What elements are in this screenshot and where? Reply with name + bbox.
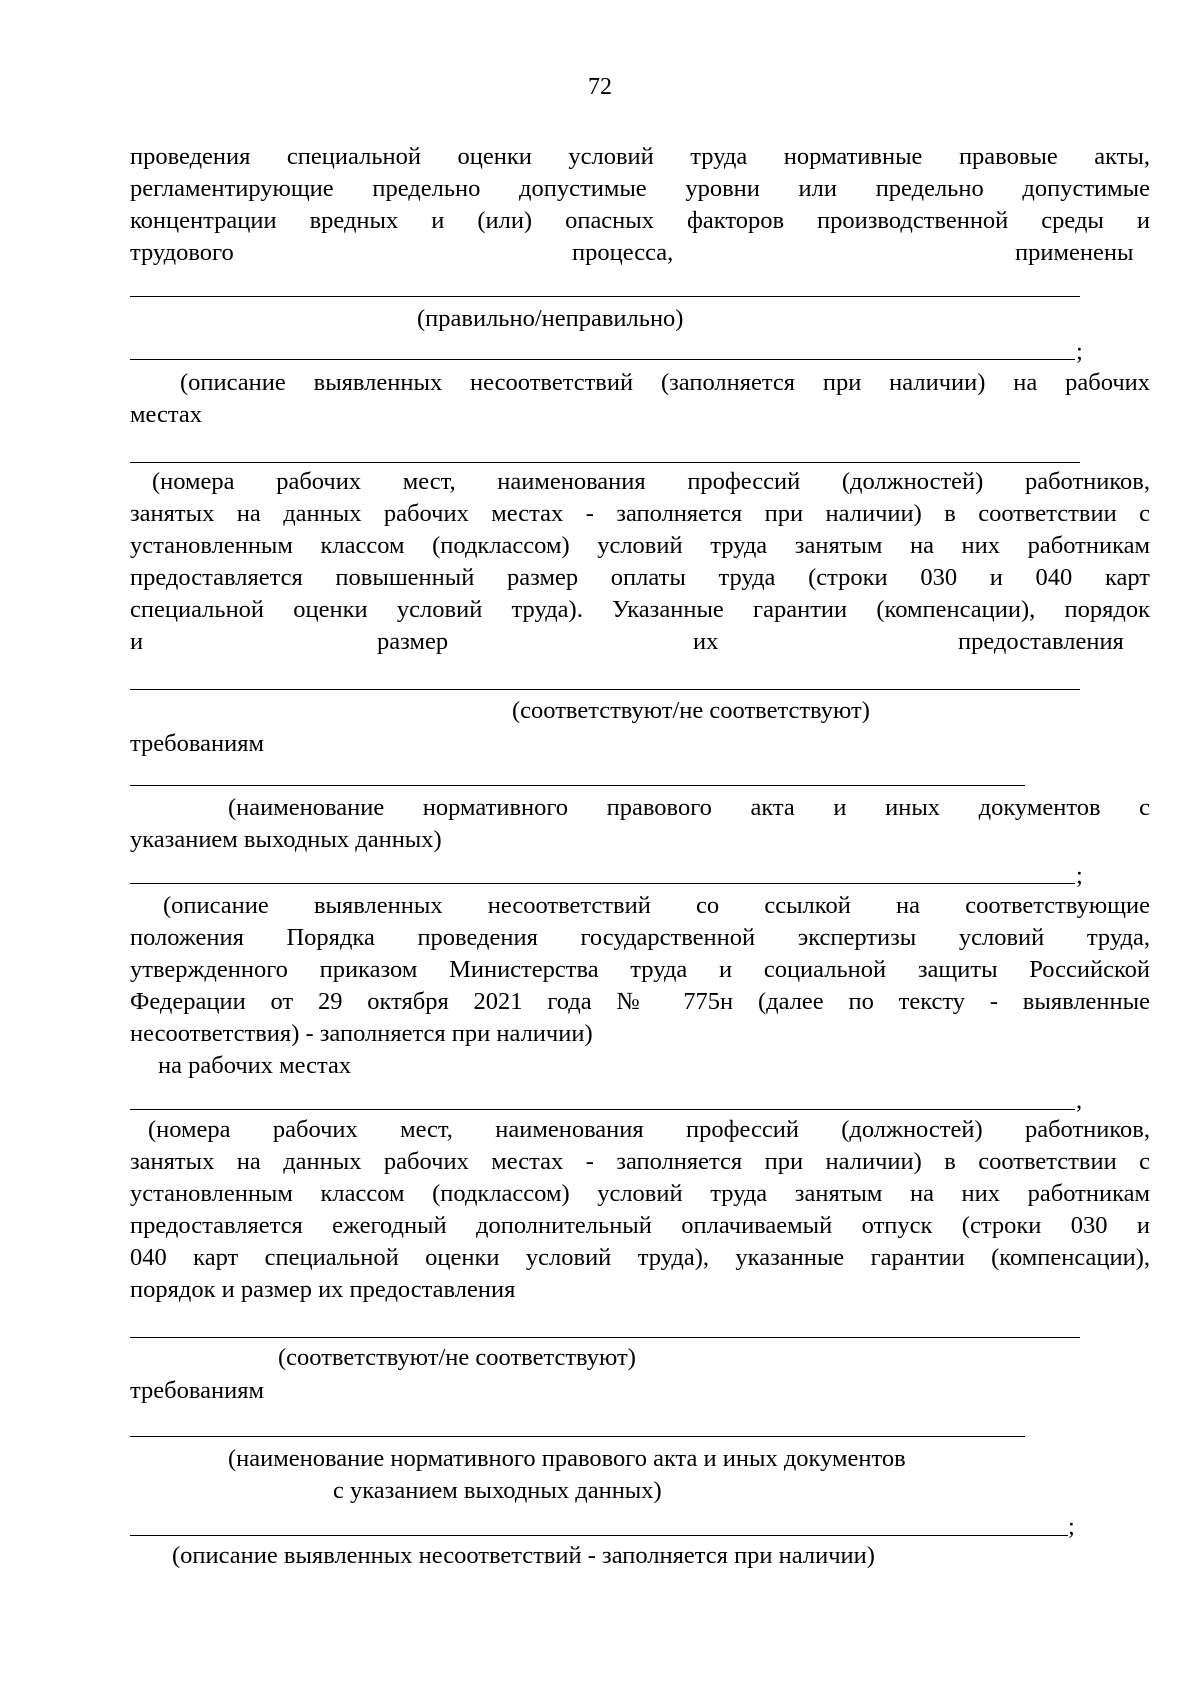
paragraph-line: (номера рабочих мест, наименования профессий (должностей) работников, — [152, 468, 1150, 495]
punctuation: , — [1076, 1087, 1083, 1114]
page-number: 72 — [588, 74, 612, 100]
paragraph-line: установленным классом (подклассом) условий труда занятым на них работникам — [130, 532, 1150, 559]
blank-line — [130, 883, 1075, 884]
paragraph-word: требованиям — [130, 1377, 264, 1404]
paragraph-line: предоставляется ежегодный дополнительный оплачиваемый отпуск (строки 030 и — [130, 1212, 1150, 1239]
paragraph-line: (номера рабочих мест, наименования профессий (должностей) работников, — [148, 1116, 1150, 1143]
paragraph-line: проведения специальной оценки условий труда нормативные правовые акты, — [130, 143, 1150, 170]
paragraph-line: утвержденного приказом Министерства труда и социальной защиты Российской — [130, 956, 1150, 983]
paragraph-line: Федерации от 29 октября 2021 года № 775н (далее по тексту - выявленные — [130, 988, 1150, 1015]
field-caption: (наименование нормативного правового акта и иных документов с — [228, 794, 1150, 821]
field-caption: (соответствуют/не соответствуют) — [512, 697, 870, 724]
blank-line — [130, 1436, 1025, 1437]
paragraph-line: (описание выявленных несоответствий со ссылкой на соответствующие — [163, 892, 1150, 919]
field-caption: (описание выявленных несоответствий (заполняется при наличии) на рабочих — [180, 369, 1150, 396]
paragraph-line: установленным классом (подклассом) условий труда занятым на них работникам — [130, 1180, 1150, 1207]
paragraph-line: специальной оценки условий труда). Указанные гарантии (компенсации), порядок — [130, 596, 1150, 623]
blank-line — [130, 689, 1080, 690]
paragraph-line: несоответствия) - заполняется при наличии) — [130, 1020, 593, 1047]
paragraph-word: процесса, — [572, 239, 674, 266]
field-caption: (описание выявленных несоответствий - заполняется при наличии) — [172, 1542, 875, 1569]
paragraph-word: трудового — [130, 239, 234, 266]
paragraph-line: концентрации вредных и (или) опасных факторов производственной среды и — [130, 207, 1150, 234]
blank-line — [130, 1109, 1075, 1110]
field-caption: с указанием выходных данных) — [333, 1477, 662, 1504]
paragraph-line: 040 карт специальной оценки условий труда), указанные гарантии (компенсации), — [130, 1244, 1150, 1271]
paragraph-line: положения Порядка проведения государственной экспертизы условий труда, — [130, 924, 1150, 951]
paragraph-word: местах — [130, 401, 202, 428]
blank-line — [130, 1535, 1068, 1536]
paragraph-line: занятых на данных рабочих местах - заполняется при наличии) в соответствии с — [130, 1148, 1150, 1175]
blank-line — [130, 1337, 1080, 1338]
field-caption: (правильно/неправильно) — [417, 305, 684, 332]
paragraph-line: занятых на данных рабочих местах - заполняется при наличии) в соответствии с — [130, 500, 1150, 527]
paragraph-line: предоставляется повышенный размер оплаты труда (строки 030 и 040 карт — [130, 564, 1150, 591]
punctuation: ; — [1076, 862, 1083, 889]
blank-line — [130, 785, 1025, 786]
field-caption: (соответствуют/не соответствуют) — [278, 1344, 636, 1371]
paragraph-word: применены — [1015, 239, 1134, 266]
blank-line — [130, 296, 1080, 297]
punctuation: ; — [1068, 1513, 1075, 1540]
punctuation: ; — [1076, 338, 1083, 365]
paragraph-word: предоставления — [958, 628, 1124, 655]
field-caption: указанием выходных данных) — [130, 826, 442, 853]
blank-line — [130, 462, 1080, 463]
paragraph-word: размер — [377, 628, 449, 655]
paragraph-word: и — [130, 628, 144, 655]
blank-line — [130, 359, 1075, 360]
field-caption: (наименование нормативного правового акта и иных документов — [228, 1445, 906, 1472]
paragraph-line: регламентирующие предельно допустимые уровни или предельно допустимые — [130, 175, 1150, 202]
paragraph-line: порядок и размер их предоставления — [130, 1276, 516, 1303]
paragraph-word: требованиям — [130, 730, 264, 757]
paragraph-line: на рабочих местах — [158, 1052, 352, 1079]
paragraph-word: их — [693, 628, 719, 655]
